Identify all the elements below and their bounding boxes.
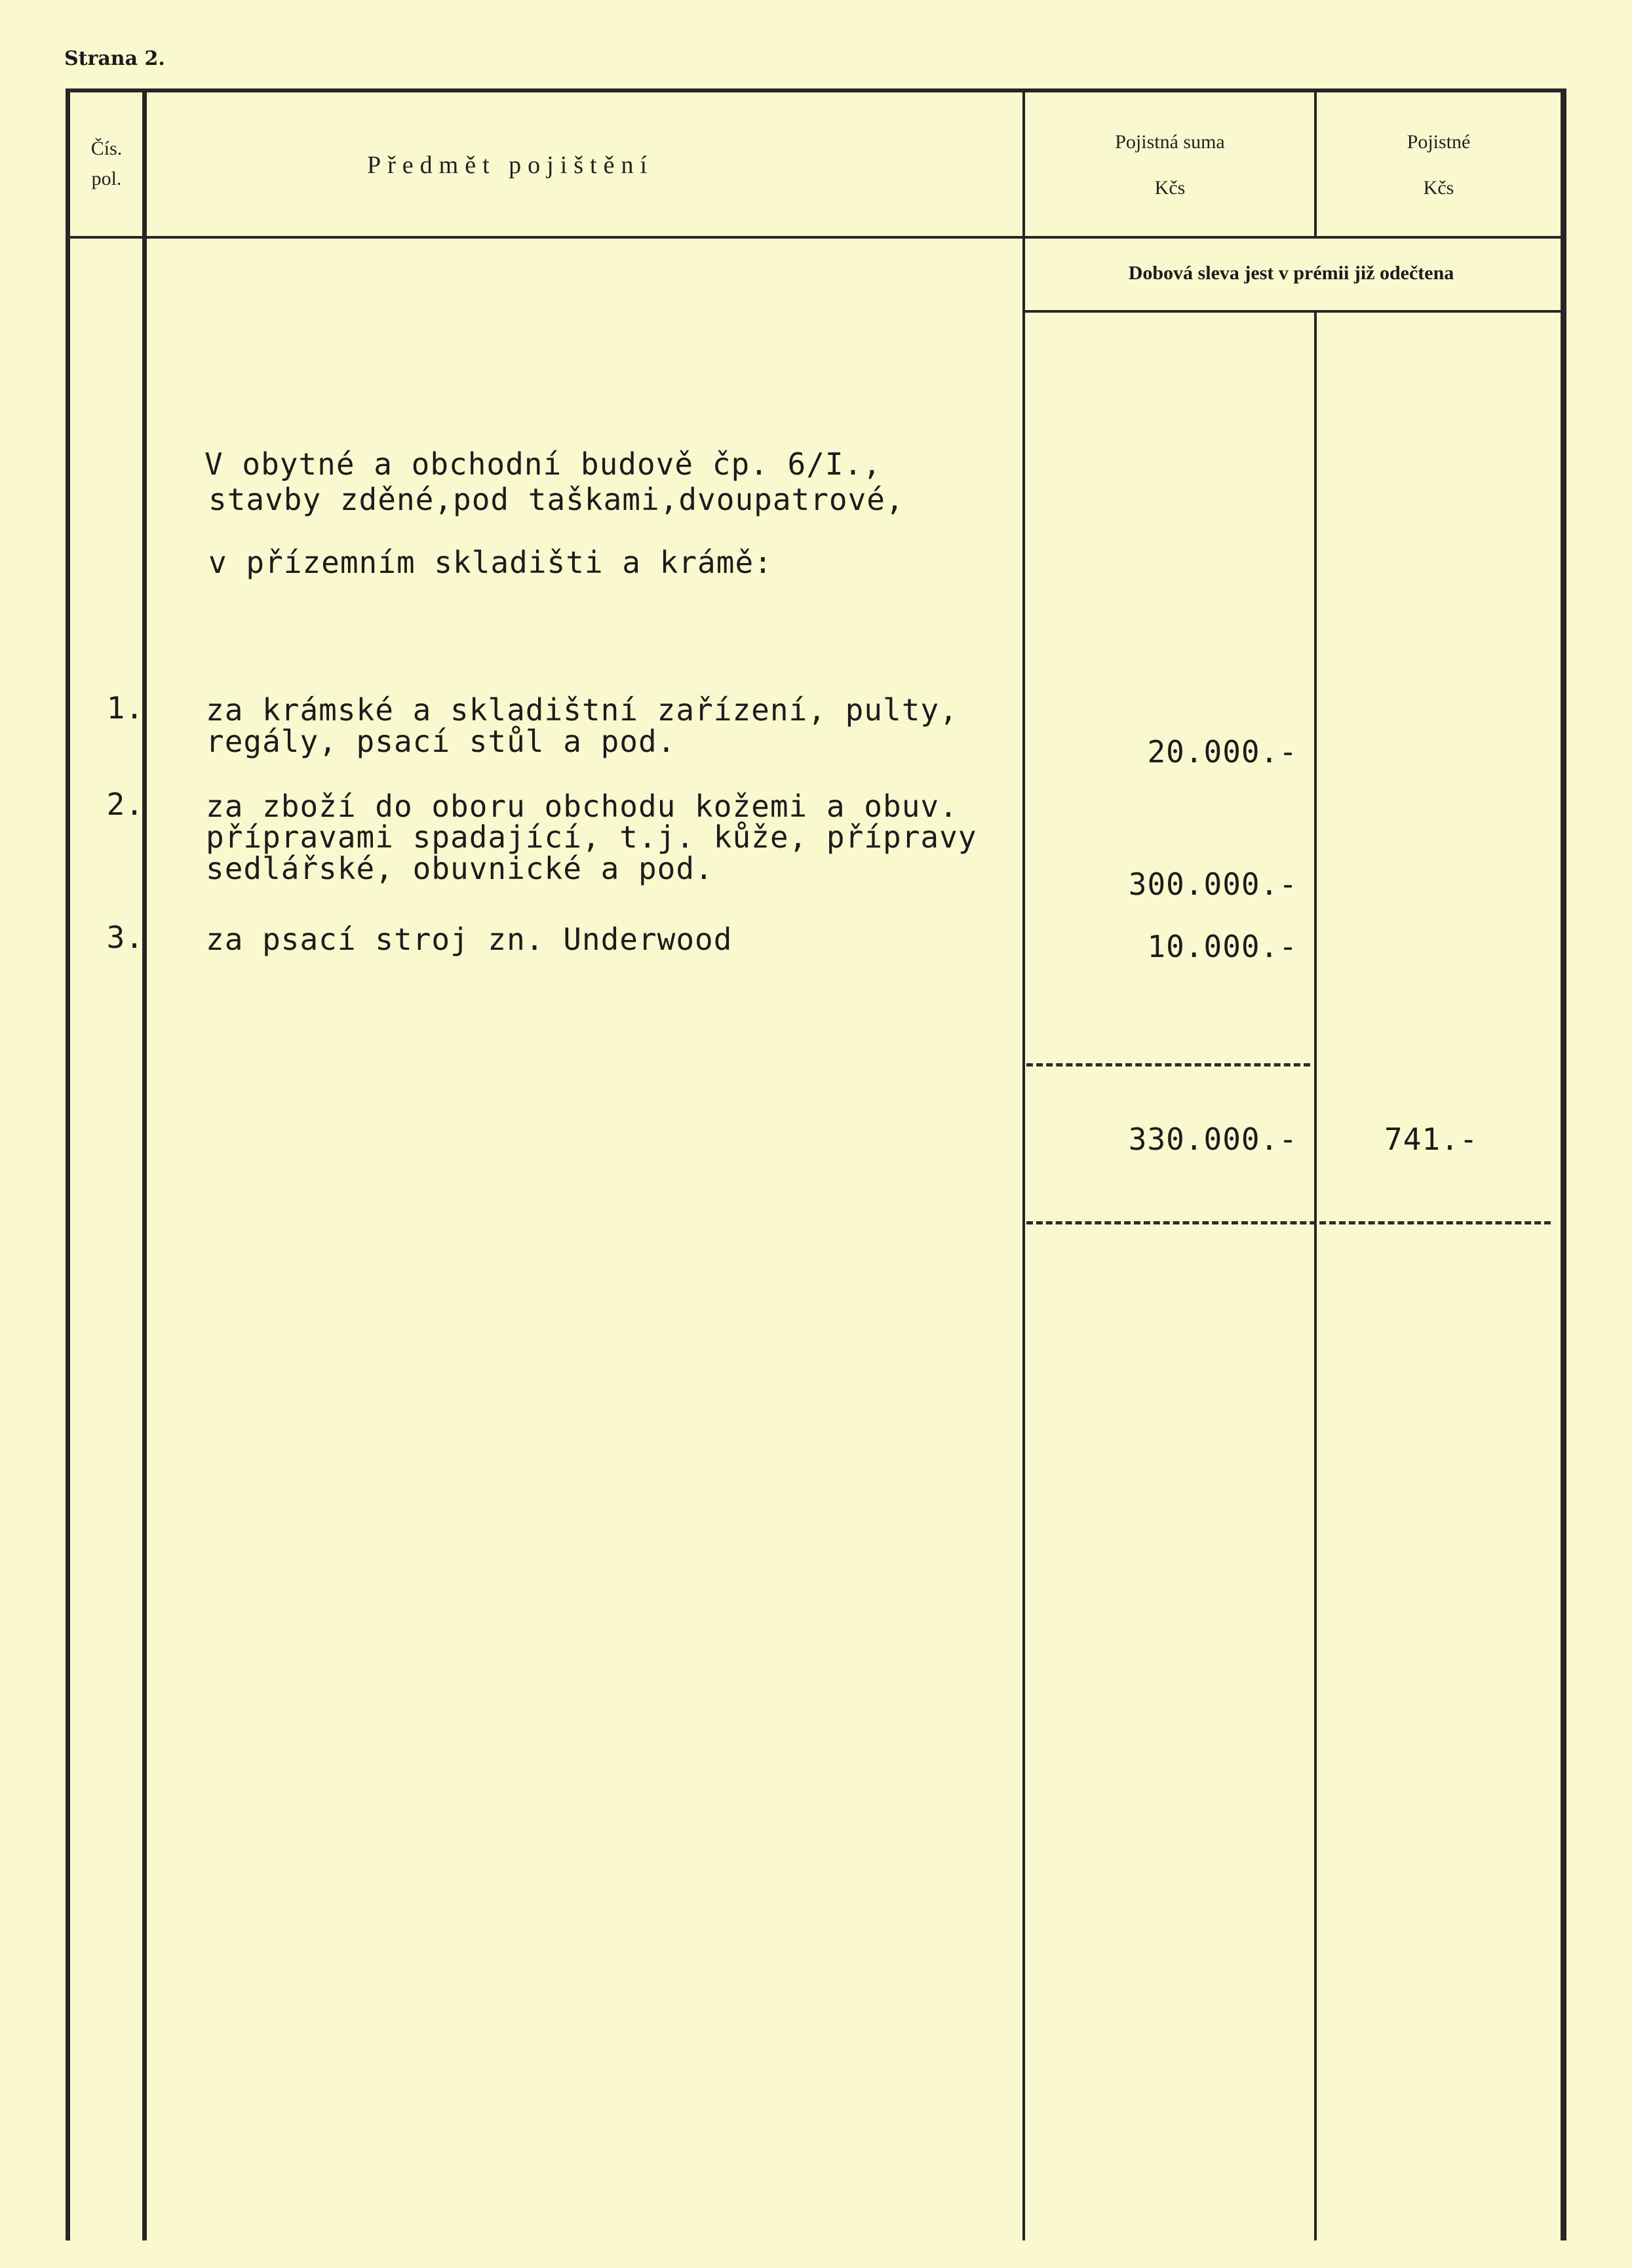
premium-column-divider xyxy=(1314,310,1317,2240)
item-amount: 20.000.- xyxy=(1147,734,1298,770)
discount-note: Dobová sleva jest v prémii již odečtena xyxy=(1128,262,1454,284)
item-amount: 300.000.- xyxy=(1128,867,1298,902)
column-number-header-line2: pol. xyxy=(91,168,122,189)
intro-line-3: v přízemním skladišti a krámě: xyxy=(208,545,773,580)
sum-column-divider xyxy=(1022,90,1025,2240)
column-sum-header-line1: Pojistná suma xyxy=(1115,131,1225,153)
table-left-border xyxy=(66,90,70,2240)
item-number: 1. xyxy=(106,690,144,726)
intro-line-1: V obytné a obchodní budově čp. 6/I., xyxy=(204,446,882,482)
item-description-line2: regály, psací stůl a pod. xyxy=(206,724,676,759)
column-subject-header: Předmět pojištění xyxy=(367,151,654,179)
table-top-border xyxy=(66,88,1566,92)
item-description-line2: přípravami spadající, t.j. kůže, přípravy xyxy=(206,819,977,855)
column-premium-header-line1: Pojistné xyxy=(1407,131,1471,153)
item-number: 3. xyxy=(106,920,144,955)
table-right-border xyxy=(1561,90,1566,2240)
total-separator-top xyxy=(1026,1063,1310,1066)
total-separator-bottom xyxy=(1026,1221,1551,1224)
number-column-divider xyxy=(142,90,147,2240)
total-premium: 741.- xyxy=(1384,1122,1479,1157)
item-description-line1: za psací stroj zn. Underwood xyxy=(206,922,733,957)
total-sum: 330.000.- xyxy=(1128,1122,1298,1157)
item-description-line3: sedlářské, obuvnické a pod. xyxy=(206,851,714,886)
item-number: 2. xyxy=(106,787,144,822)
header-bottom-border xyxy=(66,236,1566,239)
item-amount: 10.000.- xyxy=(1147,929,1298,964)
column-premium-header-line2: Kčs xyxy=(1423,177,1454,199)
discount-bottom-border xyxy=(1022,310,1566,313)
item-description-line1: za zboží do oboru obchodu kožemi a obuv. xyxy=(206,789,958,824)
column-sum-header-line2: Kčs xyxy=(1154,177,1186,199)
intro-line-2: stavby zděné,pod taškami,dvoupatrové, xyxy=(208,482,904,517)
page-label: Strana 2. xyxy=(64,47,165,70)
premium-column-divider-upper xyxy=(1314,90,1317,238)
item-description-line1: za krámské a skladištní zařízení, pulty, xyxy=(206,692,958,728)
column-number-header-line1: Čís. xyxy=(90,138,123,159)
